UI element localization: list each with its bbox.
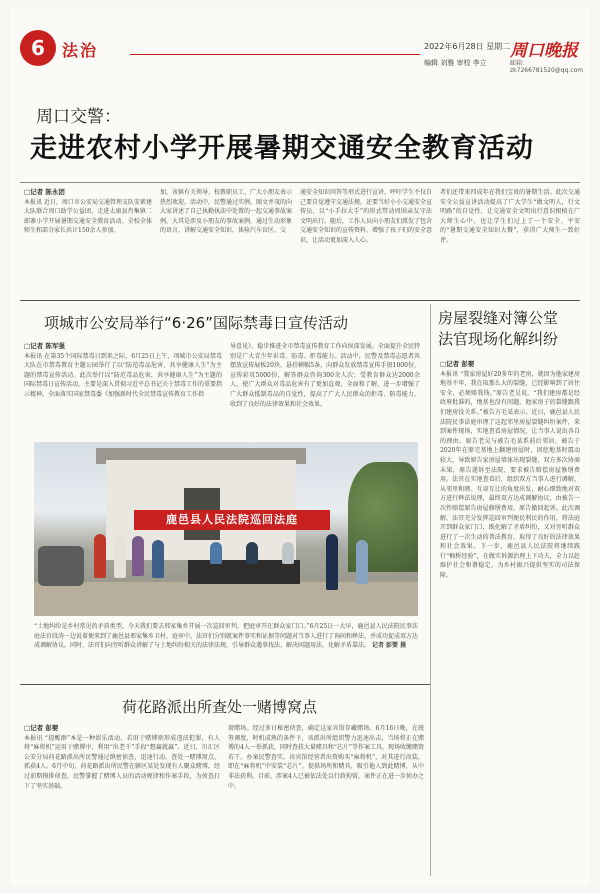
drug-column-2	[230, 342, 420, 436]
photo-person	[114, 536, 126, 578]
drug-column-1	[24, 342, 222, 436]
gamble-text-2: 窝赌场。经过多日秘密侦查，确定这家宾馆存藏赌场。6月16日晚，在统筹调度，时机成熟的条件下，该派出所组织警力迅速出击，当场将正在赌博的4人一举抓获，同时查获大量赌具和“芯片”等作案工具，现场收缴赌资若干。办案民警查实，该宾馆经营者出资购买“麻将机”，对其进行改装，即在“麻将机”中安装“芯片”，提供场所和赌具，吸引他人到此赌博，从中非法获利。目前，涉案4人已被依法处以行政拘留，案件正在进一步侦办之中。	[228, 725, 424, 790]
gamble-column-1	[24, 724, 220, 874]
side-column	[440, 360, 580, 876]
newspaper-page	[10, 8, 590, 886]
photo-person	[152, 540, 164, 578]
lead-text-2: 加，该镇有关领导、校教职员工、广大小朋友表示热烈欢迎。活动中，民警通过实例，图文并茂的向大家讲述了自己执勤执法中处置的一起交通事故案例，大其是涉及小朋友的事故案例，通过生动形象的语言，讲解交通安全知识，体验汽车盲区、交	[160, 189, 292, 235]
court-banner: 鹿邑县人民法院巡回法庭	[134, 510, 330, 530]
divider	[20, 182, 580, 183]
drug-headline: 项城市公安局举行“6·26”国际禁毒日宣传活动	[44, 314, 348, 332]
side-byline: □记者 彭婴	[440, 360, 475, 368]
photo-person	[132, 536, 144, 576]
gamble-headline: 荷花路派出所查处一赌博窝点	[122, 698, 318, 716]
caption-text: “土地纠纷是乡村常见的矛盾类型，今天我们要去邢家集乡开展一次巡回审判，把庭审开在群众家门口。”6月25日一大早，鹿邑县人民法院民事法庭法官段涛一边说着便来到了鹿邑县邢家集乡卫村，庭审中，法官们分别就案件事实和证据等问题对当事人进行了询问和释法，并成功促成双方达成调解协议。同时，法官们向旁听群众讲解了与土地纠纷相关的法律法规，引导群众遇事找法、解决问题用法、化解矛盾靠法。	[34, 623, 419, 650]
page-number: 6	[20, 30, 56, 66]
lead-text-3: 通安全知识问答等形式进行宣讲，呼吁学生不仅自己要自觉遵守交通法规，还要当好小小交通安全宣传员，以“小手拉大手”的形式带动周围亲友守法文明出行。随后，工作人员向小朋友们派发了包含交通安全知识的宣传资料，增强了孩子们的安全意识，让活动更加深入人心。	[300, 189, 432, 244]
side-headline-line1: 房屋裂缝对簿公堂	[438, 309, 559, 327]
lead-text-1: 本报讯 近日，周口市公安局交通管理支队安素建大队联合周口助学公益团，走进太康县肖集镇二郎寨小学开展暑期交通安全教育活动。全校全体师生和部分家长共计150余人参加。	[24, 198, 152, 235]
issue-date: 2022年6月28日 星期二	[424, 42, 511, 51]
side-headline-line2: 法官现场化解纠纷	[438, 330, 559, 348]
section-title: 法治	[62, 41, 99, 60]
photo-credit: 记者 彭婴 摄	[371, 642, 407, 650]
masthead	[10, 8, 590, 74]
editor-credit: 编辑 刘雅 审校 李立	[424, 59, 487, 67]
photo-person	[210, 542, 222, 564]
lead-kicker: 周口交警：	[36, 107, 121, 127]
drug-byline: □记者 陈军强	[24, 342, 65, 350]
photo-person	[326, 534, 338, 590]
lead-column-4	[440, 188, 580, 294]
lead-byline: □记者 陈永团	[24, 188, 65, 196]
photo-ground	[34, 582, 418, 616]
lead-headline: 走进农村小学开展暑期交通安全教育活动	[30, 133, 534, 164]
column-rule	[430, 304, 431, 876]
gamble-column-2	[228, 724, 424, 874]
lead-column-1	[24, 188, 152, 294]
masthead-rule	[130, 54, 420, 55]
gamble-text-1: 本报讯 “提醒群”本是一种娱乐活动，若用于赌博则形成违法犯罪，有人将“麻将机”运用于赌博中，利用“出老千”手段“想赢就赢”。近日，川汇区公安分局荷花路派出所民警通过缜密侦查，迅速行动，查处一赌博窝点，抓获4人。6月中旬，荷花路派出所民警在辖区某处发现有人聚众赌博，经过前期摸排侦查，民警掌握了赌博人员的活动规律和作案手段，为侦查打下了坚实基础。	[24, 734, 220, 790]
photo-tricycle	[38, 546, 84, 586]
photo-person	[94, 534, 106, 578]
contact-email: 邮箱：zk7266781520@qq.com	[510, 60, 584, 74]
photo-person	[356, 540, 368, 584]
drug-text-2: 导意见》，稳步推进全市禁毒宣传教育工作向纵深发展。全面提升全民特别是广大青少年识毒、防毒、拒毒能力。活动中，民警及禁毒志愿者共摆放宣传展板20块，悬挂横幅5条，向群众发放禁毒宣传手册1000份，宣传彩页5000份，解答群众咨询300余人次；受教育群众达2000余人，使广大群众对毒品危害有了更加直观、全面和了解，进一步增强了广大群众抵制毒品的自觉性，提高了广大人民群众的拒毒、防毒能力，收到了良好的法律效果和社会效果。	[230, 343, 420, 408]
side-text: 本报讯 “我家房屋好20多年的老房，就因为他家建房地基不牢，我在取那么大的裂缝，已经影响到了居住安全，必须赔我钱。”原告老吴说。“我们建房都是经政府批准的，地基也没有问题，他家房子的裂缝跟我们建房没关系。”被告方毛某表示。近日，鹿邑县人民法院民事法庭审理了这起邻里房屋裂缝纠纷案件，来到案件现场，实地查看房屋情况，让当事人说出各自的理由。原告老吴与被告毛某系前后邻居，被告于2020年在原宅基地上翻建房屋时，因挖地基时震动较大，导致原告家房屋墙体出现裂缝，双方多次协商未果，原告遂诉至法院，要求被告赔偿房屋修缮费用。法官在实地查看后，组织双方当事人进行调解，从邻里和睦、互谅互让的角度出发，耐心细致地对双方进行释法说理，最终双方达成调解协议，由被告一次性赔偿原告房屋修缮费用，原告撤回起诉。此次调解，法官充分发挥巡回审判便民利民的作用，将法庭开到群众家门口，既化解了矛盾纠纷，又对旁听群众进行了一次生动的普法教育，取得了良好的法律效果和社会效果。下一步，鹿邑县人民法院将继续践行“枫桥经验”，在做实诉源治理上下功夫，全力以赴维护社会和谐稳定，为乡村振兴提供坚实的司法保障。	[440, 370, 580, 580]
lead-text-4: 者们还带来四成年在我们宝贵的暑期生活。此次交通安全公益宣讲活动提高了广大学生“做文明人，行文明路”的自觉性，让交通安全文明出行意识根植在广大师生心中，也让学生们过上了一个安全、平安的“暑期交通安全知识大餐”，获得广大师生一致好评。	[440, 189, 580, 244]
lead-column-3	[300, 188, 432, 294]
photo-person	[282, 542, 294, 564]
newspaper-logo: 周口晚报	[510, 41, 578, 61]
photo-person	[246, 542, 258, 564]
photo-caption	[34, 622, 418, 651]
divider	[20, 684, 430, 685]
gamble-byline: □记者 彭婴	[24, 724, 59, 732]
drug-text-1: 本报讯 在第35个国际禁毒日到来之际，6月25日上午，项城市公安局禁毒大队在市禁毒教育主题公园举行了以“防范毒品危害，共享健康人生”为主题的禁毒宣传活动。此次举行以“防范毒品危害，共享健康人生”为主题的国际禁毒日宣传活动，主要是深入贯彻习近平总书记关于禁毒工作的重要指示精神，全面落实国家禁毒委《加强新时代全民禁毒宣传教育工作指	[24, 352, 222, 398]
court-photo	[34, 442, 418, 616]
lead-column-2	[160, 188, 292, 294]
divider	[20, 300, 580, 301]
